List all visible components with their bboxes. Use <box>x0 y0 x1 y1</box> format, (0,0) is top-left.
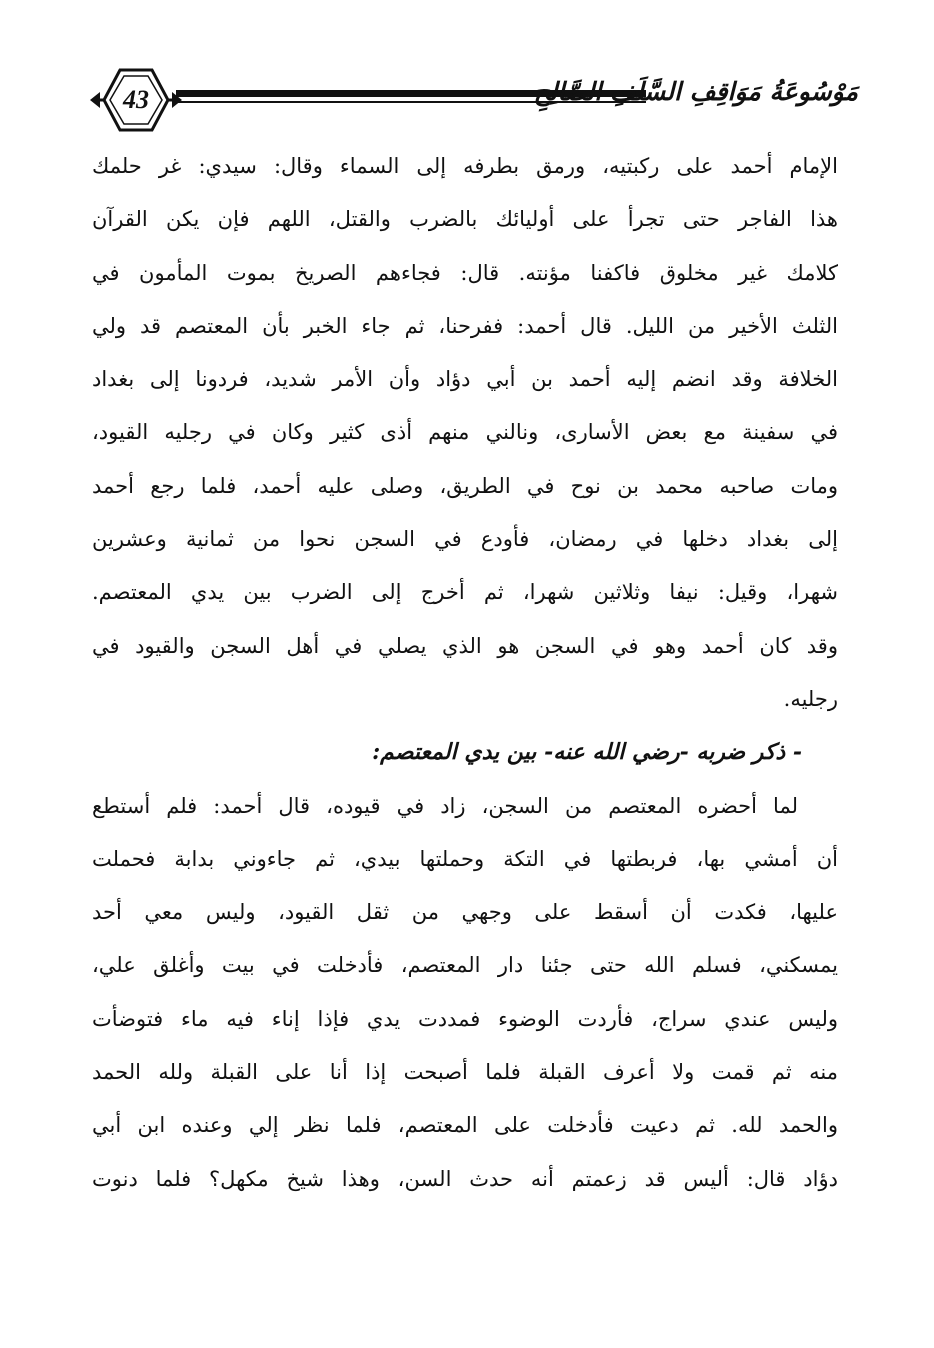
text-line: الخلافة وقد انضم إليه أحمد بن أبي دؤاد وأن الأمر شديد، فردونا إلى بغداد <box>92 367 838 392</box>
text-line: في سفينة مع بعض الأسارى، ونالني منهم أذى كثير وكان في رجليه القيود، <box>92 420 838 445</box>
text-line: الثلث الأخير من الليل. قال أحمد: ففرحنا، ثم جاء الخبر بأن المعتصم قد ولي <box>92 313 838 338</box>
text-line: يمسكني، فسلم الله حتى جئنا دار المعتصم، فأدخلت في بيت وأغلق علي، <box>92 953 838 978</box>
text-line: الإمام أحمد على ركبتيه، ورمق بطرفه إلى السماء وقال: سيدي: غر حلمك <box>92 154 838 178</box>
text-line: كلامك غير مخلوق فاكفنا مؤنته. قال: فجاءهم الصريخ بموت المأمون في <box>92 260 838 285</box>
text-line: أن أمشي بها، فربطتها في التكة وحملتها بيدي، ثم جاءوني بدابة فحملت <box>92 846 838 871</box>
page-number-badge <box>88 62 184 138</box>
body-text <box>92 140 838 1206</box>
text-line: منه ثم قمت ولا أعرف القبلة فلما أصبحت إذا أنا على القبلة ولله الحمد <box>92 1060 838 1085</box>
text-line: عليها، فكدت أن أسقط على وجهي من ثقل القيود، وليس معي أحد <box>92 900 838 925</box>
page-number: 43 <box>123 85 149 114</box>
text-line: وقد كان أحمد وهو في السجن هو الذي يصلي في أهل السجن والقيود في <box>92 633 838 658</box>
page-header <box>88 62 858 138</box>
text-line: والحمد لله. ثم دعيت فأدخلت على المعتصم، فلما نظر إلي وعنده ابن أبي <box>92 1113 838 1138</box>
section-heading: - ذكر ضربه -رضي الله عنه- بين يدي المعتصم: <box>372 739 802 766</box>
text-line: شهرا، وقيل: نيفا وثلاثين شهرا، ثم أخرج إلى الضرب بين يدي المعتصم. <box>92 580 838 605</box>
text-line: هذا الفاجر حتى تجرأ على أوليائك بالضرب والقتل، اللهم فإن يكن القرآن <box>92 207 838 232</box>
text-line: لما أحضره المعتصم من السجن، زاد في قيوده، قال أحمد: فلم أستطع <box>92 793 798 818</box>
text-line: رجليه. <box>783 686 838 711</box>
text-line: دؤاد قال: أليس قد زعمتم أنه حدث السن، وهذا شيخ مكهل؟ فلما دنوت <box>92 1166 838 1191</box>
text-line: إلى بغداد دخلها في رمضان، فأودع في السجن نحوا من ثمانية وعشرين <box>92 527 838 552</box>
text-line: ومات صاحبه محمد بن نوح في الطريق، وصلى عليه أحمد، فلما رجع أحمد <box>92 473 838 498</box>
series-title: مَوْسُوعَةُ مَوَاقِفِ السَّلَفِ الصَّالِحِ <box>533 77 858 106</box>
text-line: وليس عندي سراج، فأردت الوضوء فمددت يدي فإذا إناء فيه ماء فتوضأت <box>92 1006 838 1031</box>
